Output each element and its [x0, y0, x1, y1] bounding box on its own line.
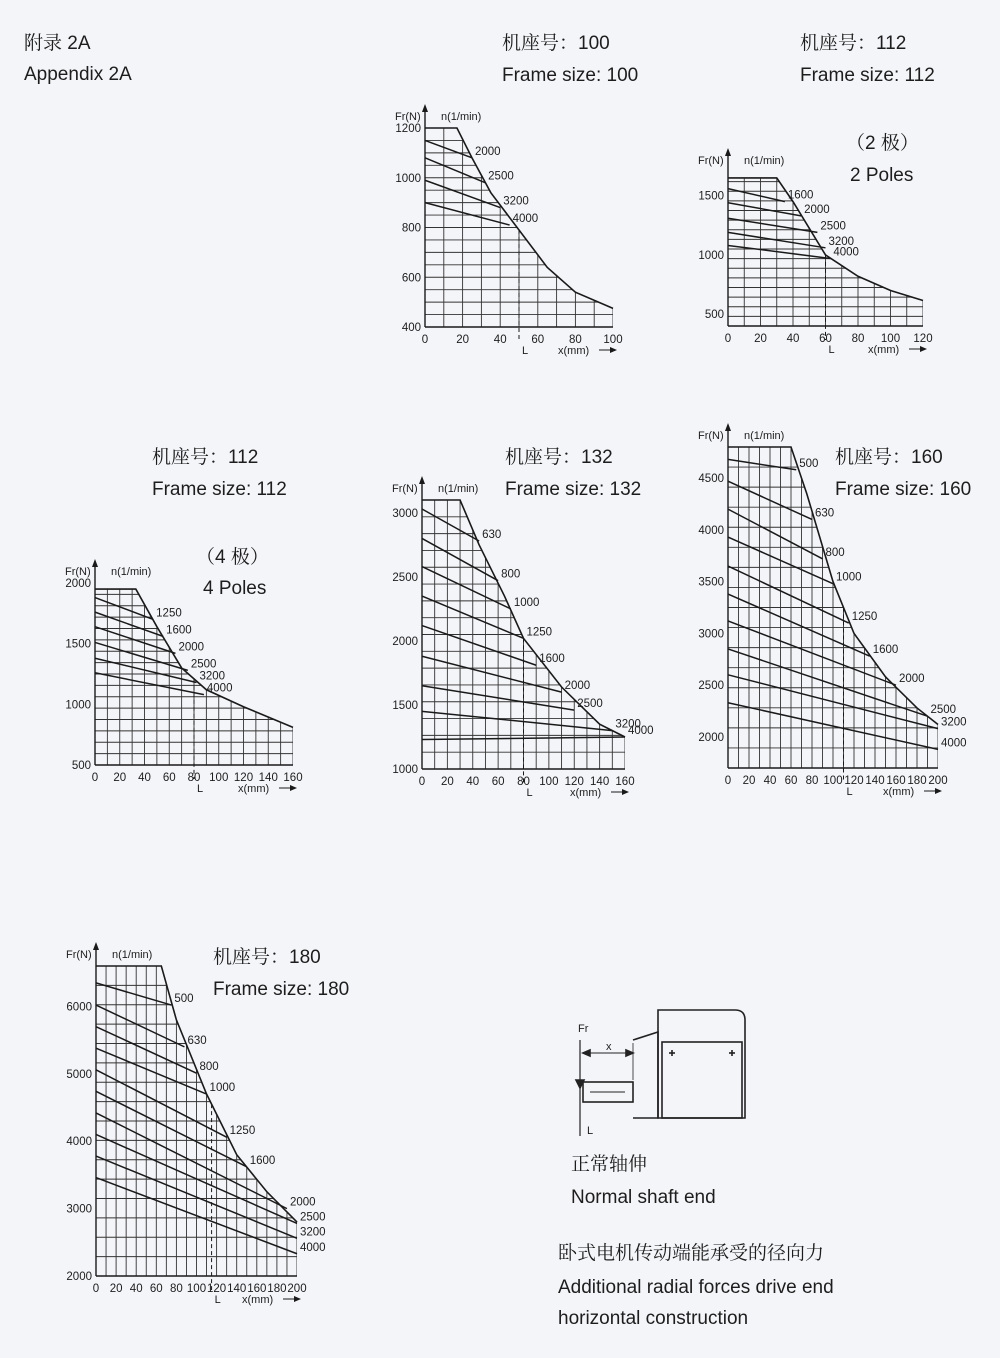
frame-112-4p-series-label: 1250 [156, 607, 182, 620]
frame-112-2p-y-tick: 500 [704, 309, 724, 322]
x-arrow-left [583, 1050, 590, 1056]
frame-132-y-tick: 1000 [392, 764, 418, 776]
frame-132-x-tick: 100 [539, 776, 559, 788]
frame-180-x-tick: 80 [170, 1283, 183, 1295]
footer-caption-en-1: Additional radial forces drive end [558, 1277, 834, 1298]
frame-112-2p-x-tick: 100 [880, 333, 901, 345]
frame-132-x-label-arrowhead [622, 789, 629, 795]
frame-112-4p-series-label: 2500 [190, 658, 217, 671]
frame-160-y-tick: 4500 [698, 473, 724, 486]
footer-caption-en-2: horizontal construction [558, 1308, 749, 1329]
frame-112-2p-chart [698, 148, 933, 356]
frame-180-chart [66, 942, 326, 1306]
frame-112-2p-poles-en: 2 Poles [850, 165, 914, 186]
frame-180-x-tick: 0 [92, 1283, 100, 1295]
frame-132-title-en: Frame size: 132 [505, 479, 642, 500]
frame-112-4p-y-tick: 2000 [65, 578, 91, 590]
frame-112-2p-y-tick: 1000 [698, 249, 724, 262]
frame-160-series-label: 800 [825, 546, 845, 559]
frame-112-4p-poles-en: 4 Poles [203, 578, 267, 599]
frame-112-2p-y-tick: 1500 [698, 190, 724, 203]
frame-132-y-label: Fr(N) [392, 483, 418, 495]
frame-112-2p-x-tick: 80 [851, 333, 865, 345]
frame-112-2p-series-line [728, 245, 830, 258]
frame-132-chart [392, 476, 654, 799]
frame-180-y-tick: 3000 [66, 1203, 92, 1216]
frame-180-speed-label: n(1/min) [112, 949, 153, 961]
frame-112-4p-x-tick: 0 [91, 772, 99, 784]
frame-180-series-label: 1250 [229, 1125, 256, 1138]
frame-132-x-tick: 20 [440, 776, 454, 788]
frame-180-y-arrow [93, 942, 99, 950]
frame-112-4p-series-line [95, 612, 163, 636]
frame-100-x-label-arrowhead [610, 347, 617, 353]
frame-100-x-tick: 60 [531, 334, 545, 346]
frame-112-4p-x-label: x(mm) [238, 783, 270, 795]
frame-180-series-label: 630 [187, 1034, 207, 1047]
frame-180-x-label-arrowhead [294, 1296, 301, 1302]
frame-180-title-cn: 机座号：180 [213, 947, 321, 968]
frame-132-y-tick: 3000 [392, 507, 418, 520]
frame-100-y-tick: 1200 [395, 123, 421, 135]
frame-160-series-label: 3200 [941, 716, 967, 729]
frame-112-4p-series-label: 3200 [199, 670, 226, 683]
frame-112-4p-y-label: Fr(N) [65, 566, 91, 578]
frame-112-4p-chart [65, 559, 303, 795]
frame-112-2p-title-cn: 机座号：112 [800, 33, 907, 54]
frame-112-4p-x-tick: 140 [258, 772, 278, 784]
shaft-caption-cn: 正常轴伸 [571, 1154, 648, 1175]
frame-160-speed-label: n(1/min) [744, 430, 785, 442]
frame-112-4p-y-arrow [92, 559, 98, 567]
shaft-l-label: L [587, 1125, 594, 1137]
frame-112-2p-y-label: Fr(N) [698, 155, 724, 167]
frame-160-x-label: x(mm) [883, 786, 915, 798]
frame-132-series-label: 1000 [513, 596, 540, 609]
frame-112-4p-series-line [95, 673, 204, 695]
frame-180-series-label: 2000 [289, 1196, 316, 1209]
appendix-title-en: Appendix 2A [24, 64, 132, 85]
frame-132-l-label: L [526, 787, 533, 799]
frame-100-title-cn: 机座号：100 [502, 33, 610, 54]
frame-112-4p-x-label-arrowhead [290, 785, 297, 791]
frame-160-grid [728, 445, 938, 768]
frame-160-x-tick: 140 [865, 775, 885, 787]
frame-132-series-line [422, 711, 612, 730]
frame-180-y-label: Fr(N) [66, 949, 92, 961]
frame-132-series-label: 1600 [539, 653, 565, 666]
bearing-flange [633, 1032, 658, 1118]
frame-160-y-tick: 2000 [698, 731, 724, 744]
frame-180-series-label: 3200 [300, 1226, 326, 1239]
frame-112-2p-x-label: x(mm) [868, 344, 900, 356]
frame-112-2p-x-label-arrowhead [920, 346, 927, 352]
frame-180-x-tick: 140 [227, 1283, 247, 1295]
frame-112-2p-series-label: 2500 [820, 220, 846, 233]
frame-132-series-label: 800 [501, 568, 521, 581]
frame-132-series-label: 1250 [526, 626, 553, 639]
frame-180-x-tick: 180 [267, 1283, 287, 1295]
frame-180-series-label: 1000 [209, 1082, 236, 1095]
frame-100-chart [395, 104, 623, 357]
frame-100-series-label: 2500 [488, 170, 514, 183]
frame-160-series-label: 500 [799, 457, 819, 470]
frame-112-4p-x-tick: 100 [209, 772, 229, 784]
frame-180-x-tick: 200 [287, 1283, 307, 1295]
frame-100-x-tick: 0 [421, 334, 429, 346]
frame-180-series-line [96, 1005, 184, 1047]
frame-100-title-en: Frame size: 100 [502, 65, 639, 86]
frame-180-series-line [96, 983, 171, 1005]
frame-160-y-tick: 2500 [698, 680, 724, 693]
frame-180-x-tick: 60 [149, 1283, 163, 1295]
frame-132-x-tick: 140 [590, 776, 610, 788]
frame-112-2p-series-line [728, 203, 801, 216]
frame-132-x-tick: 60 [491, 776, 505, 788]
frame-180-series-label: 800 [199, 1061, 219, 1074]
frame-100-x-tick: 80 [569, 334, 582, 346]
frame-112-2p-x-tick: 40 [786, 333, 800, 345]
frame-180-x-tick: 120 [207, 1283, 227, 1295]
frame-112-2p-poles-cn: （2 极） [846, 133, 919, 154]
frame-112-2p-series-label: 3200 [828, 235, 855, 248]
frame-160-series-label: 1250 [851, 611, 878, 624]
frame-100-x-label: x(mm) [558, 345, 590, 357]
frame-132-y-tick: 2500 [392, 571, 418, 584]
frame-132-series-label: 4000 [628, 724, 654, 737]
frame-160-x-tick: 200 [928, 775, 948, 787]
frame-160-series-label: 2500 [930, 704, 957, 717]
frame-160-title-en: Frame size: 160 [835, 479, 972, 500]
frame-100-y-tick: 600 [401, 272, 421, 285]
frame-160-x-label-arrowhead [935, 788, 942, 794]
frame-160-title-cn: 机座号：160 [835, 447, 943, 468]
frame-180-x-tick: 160 [247, 1283, 267, 1295]
frame-160-y-tick: 3000 [698, 628, 724, 641]
frame-132-series-label: 2000 [564, 680, 591, 693]
frame-112-4p-x-tick: 120 [233, 772, 254, 784]
frame-100-series-label: 3200 [503, 195, 529, 208]
frame-100-x-tick: 20 [456, 334, 469, 346]
frame-132-x-tick: 40 [466, 776, 480, 788]
frame-180-series-label: 1600 [249, 1154, 276, 1167]
frame-160-x-tick: 80 [805, 775, 819, 787]
frame-132-y-arrow [419, 476, 425, 484]
frame-160-x-tick: 100 [823, 775, 843, 787]
shaft-x-label: x [606, 1041, 612, 1053]
frame-180-y-tick: 6000 [66, 1001, 92, 1014]
shaft-caption-en: Normal shaft end [571, 1187, 716, 1208]
frame-160-x-tick: 180 [907, 775, 927, 787]
frame-112-4p-series-label: 1600 [166, 624, 192, 637]
frame-160-chart [698, 423, 967, 798]
frame-132-x-tick: 80 [517, 776, 530, 788]
x-arrow-right [626, 1050, 633, 1056]
frame-112-4p-x-tick: 160 [283, 772, 303, 784]
frame-112-2p-x-tick: 120 [913, 333, 933, 345]
frame-100-series-label: 4000 [512, 213, 539, 226]
frame-100-x-tick: 100 [603, 334, 623, 346]
frame-160-series-label: 4000 [941, 737, 967, 750]
frame-112-4p-poles-cn: （4 极） [196, 547, 269, 568]
frame-180-x-tick: 100 [186, 1283, 207, 1295]
frame-132-x-label: x(mm) [570, 787, 602, 799]
frame-100-y-tick: 1000 [395, 172, 421, 185]
frame-100-y-tick: 400 [401, 322, 421, 334]
frame-112-4p-x-tick: 40 [138, 772, 151, 784]
frame-160-series-label: 1000 [836, 571, 862, 584]
frame-160-y-tick: 3500 [698, 576, 724, 589]
shaft-fr-label: Fr [578, 1023, 589, 1035]
frame-100-l-label: L [522, 345, 529, 357]
frame-112-4p-title-en: Frame size: 112 [152, 479, 287, 500]
frame-100-x-tick: 40 [493, 334, 507, 346]
frame-160-x-tick: 20 [742, 775, 756, 787]
frame-112-4p-l-label: L [197, 783, 204, 795]
frame-132-series-label: 630 [482, 528, 502, 541]
frame-112-2p-l-label: L [828, 344, 835, 356]
frame-112-4p-y-tick: 1000 [65, 699, 91, 712]
frame-160-series-label: 630 [815, 507, 835, 520]
frame-160-series-label: 1600 [872, 644, 899, 657]
frame-132-title-cn: 机座号：132 [505, 447, 613, 468]
frame-112-2p-x-tick: 60 [819, 333, 832, 345]
frame-132-y-tick: 1500 [392, 699, 418, 712]
frame-160-x-tick: 0 [724, 775, 732, 787]
frame-180-x-label: x(mm) [242, 1294, 274, 1306]
frame-112-2p-title-en: Frame size: 112 [800, 65, 935, 86]
frame-132-y-tick: 2000 [392, 635, 418, 648]
frame-180-series-line [96, 1070, 227, 1137]
frame-180-y-tick: 4000 [66, 1136, 92, 1149]
frame-160-y-label: Fr(N) [698, 430, 724, 442]
frame-112-4p-y-tick: 1500 [65, 638, 91, 651]
frame-180-x-tick: 40 [129, 1283, 143, 1295]
frame-132-series-label: 2500 [577, 698, 603, 711]
frame-132-x-tick: 0 [418, 776, 426, 788]
frame-112-4p-y-tick: 500 [71, 760, 91, 772]
frame-132-x-tick: 160 [615, 776, 635, 788]
frame-112-4p-x-tick: 60 [162, 772, 176, 784]
frame-132-x-tick: 120 [564, 776, 584, 788]
frame-132-series-line [422, 626, 536, 666]
frame-112-4p-series-label: 4000 [206, 682, 233, 695]
frame-160-x-tick: 120 [844, 775, 864, 787]
frame-100-speed-label: n(1/min) [441, 111, 482, 123]
frame-160-series-label: 2000 [899, 673, 925, 686]
frame-180-y-tick: 2000 [66, 1271, 92, 1283]
frame-112-4p-x-tick: 80 [187, 772, 201, 784]
frame-160-x-tick: 40 [763, 775, 777, 787]
appendix-title-cn: 附录 2A [24, 33, 91, 54]
frame-180-y-tick: 5000 [66, 1068, 92, 1081]
frame-180-grid [96, 964, 297, 1276]
frame-100-y-arrow [422, 104, 428, 112]
frame-112-2p-series-label: 2000 [804, 203, 830, 216]
frame-160-series-line [728, 509, 823, 559]
frame-160-y-arrow [725, 423, 731, 431]
frame-160-l-label: L [846, 786, 853, 798]
frame-160-y-tick: 4000 [698, 524, 724, 537]
motor-body [658, 1010, 745, 1118]
frame-112-4p-x-tick: 20 [113, 772, 127, 784]
frame-132-series-line [422, 567, 511, 609]
frame-112-2p-speed-label: n(1/min) [744, 155, 785, 167]
frame-180-series-label: 4000 [300, 1241, 326, 1254]
frame-112-2p-x-tick: 20 [754, 333, 767, 345]
frame-112-2p-y-arrow [725, 148, 731, 156]
frame-180-series-label: 500 [174, 993, 194, 1006]
footer-caption-cn: 卧式电机传动端能承受的径向力 [558, 1243, 825, 1264]
shaft-diagram [576, 1010, 745, 1136]
frame-180-l-label: L [214, 1294, 221, 1306]
frame-112-2p-series-label: 4000 [833, 246, 859, 259]
frame-100-y-tick: 800 [401, 222, 421, 235]
frame-112-4p-speed-label: n(1/min) [111, 566, 152, 578]
frame-112-2p-series-label: 1600 [787, 189, 814, 202]
frame-100-series-label: 2000 [475, 145, 501, 158]
frame-112-4p-series-label: 2000 [178, 641, 205, 654]
frame-132-series-label: 3200 [615, 718, 641, 731]
frame-180-title-en: Frame size: 180 [213, 979, 350, 1000]
frame-112-2p-x-tick: 0 [724, 333, 732, 345]
frame-160-x-tick: 60 [784, 775, 798, 787]
frame-100-y-label: Fr(N) [395, 111, 421, 123]
frame-112-2p-grid [728, 170, 923, 326]
frame-132-speed-label: n(1/min) [438, 483, 479, 495]
frame-180-x-tick: 20 [109, 1283, 123, 1295]
frame-180-series-label: 2500 [300, 1211, 326, 1224]
frame-160-x-tick: 160 [886, 775, 906, 787]
frame-112-4p-title-cn: 机座号：112 [152, 447, 259, 468]
frame-100-series-line [425, 158, 485, 183]
